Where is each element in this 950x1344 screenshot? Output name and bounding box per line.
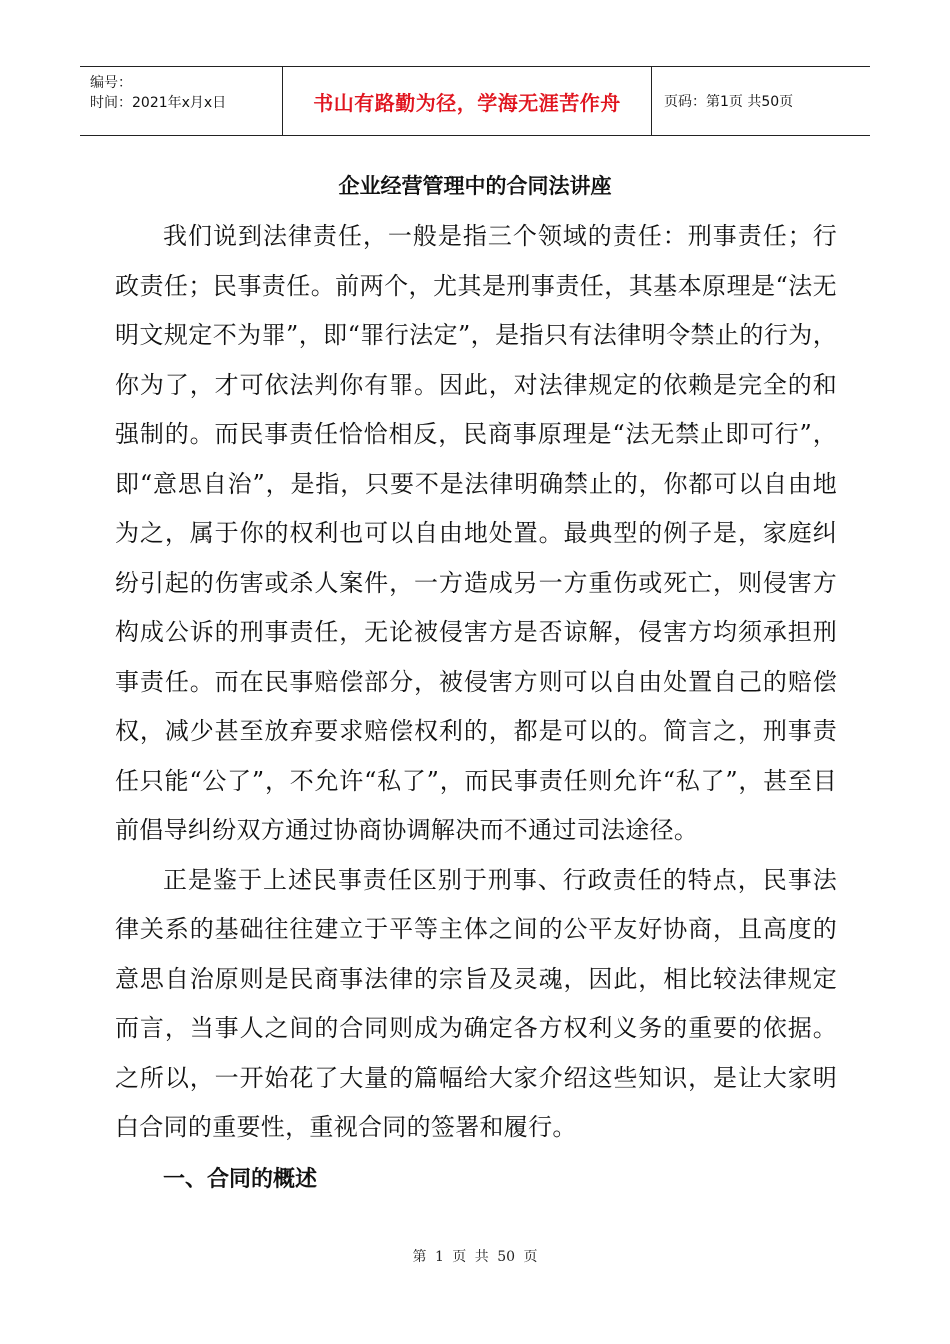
body-paragraph-2: 正是鉴于上述民事责任区别于刑事、行政责任的特点，民事法律关系的基础往往建立于平等主体之间的公平友好协商，且高度的意思自治原则是民商事法律的宗旨及灵魂，因此，相比较法律规定而言，当事人之间的合同则成为确定各方权利义务的重要的依据。之所以，一开始花了大量的篇幅给大家介绍这些知识，是让大家明白合同的重要性，重视合同的签署和履行。: [115, 865, 837, 1141]
document-title: 企业经营管理中的合同法讲座: [338, 174, 612, 198]
section-heading: 一、合同的概述: [163, 1166, 318, 1192]
header-motto: 书山有路勤为径，学海无涯苦作舟: [282, 67, 652, 135]
date-line: 时间：2021年x月x日: [90, 95, 227, 111]
document-body: [115, 212, 837, 1204]
number-label: 编号：: [90, 75, 132, 91]
header-page-info: 页码：第1页 共50页: [664, 94, 794, 110]
document-header: [80, 66, 870, 136]
body-paragraph-1: 我们说到法律责任，一般是指三个领域的责任：刑事责任；行政责任；民事责任。前两个，尤其是刑事责任，其基本原理是“法无明文规定不为罪”，即“罪行法定”，是指只有法律明令禁止的行为，你为了，才可依法判你有罪。因此，对法律规定的依赖是完全的和强制的。而民事责任恰恰相反，民商事原理是“法无禁止即可行”，即“意思自治”，是指，只要不是法律明确禁止的，你都可以自由地为之，属于你的权利也可以自由地处置。最典型的例子是，家庭纠纷引起的伤害或杀人案件，一方造成另一方重伤或死亡，则侵害方构成公诉的刑事责任，无论被侵害方是否谅解，侵害方均须承担刑事责任。而在民事赔偿部分，被侵害方则可以自由处置自己的赔偿权，减少甚至放弃要求赔偿权利的，都是可以的。简言之，刑事责任只能“公了”，不允许“私了”，而民事责任则允许“私了”，甚至目前倡导纠纷双方通过协商协调解决而不通过司法途径。: [115, 222, 837, 844]
page-footer: 第 1 页 共 50 页: [412, 1249, 538, 1265]
header-meta: [80, 67, 282, 135]
